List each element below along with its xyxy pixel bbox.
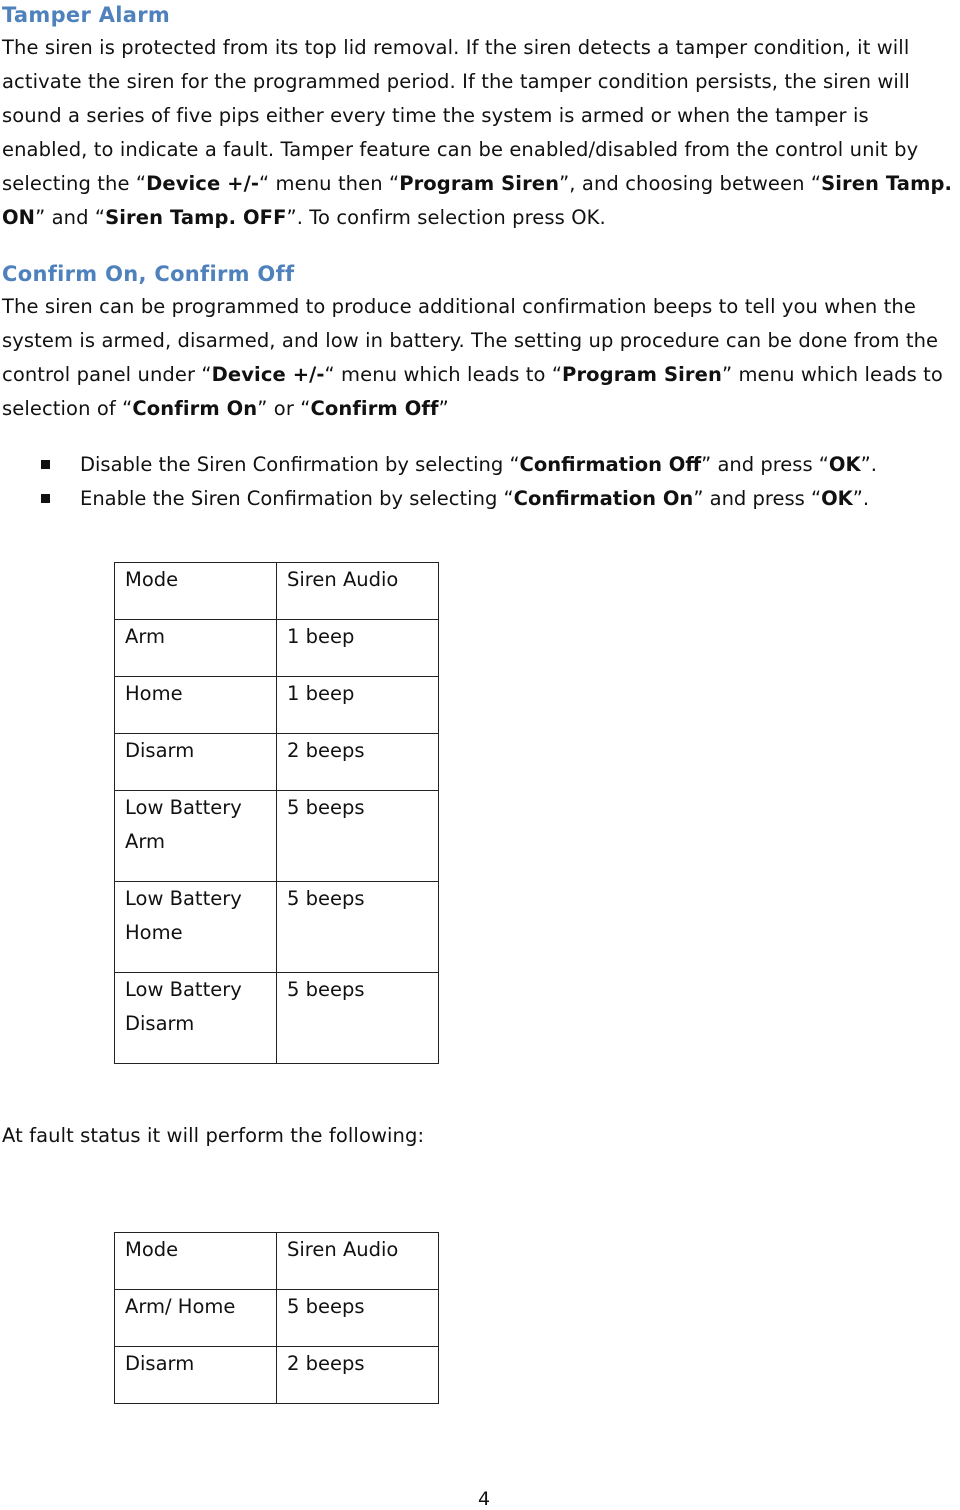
table-cell: 5 beeps — [277, 791, 439, 882]
table-cell: 2 beeps — [277, 1347, 439, 1404]
tamper-alarm-heading: Tamper Alarm — [2, 3, 171, 27]
table-cell: 5 beeps — [277, 973, 439, 1064]
confirmation-bullet-list — [0, 448, 955, 516]
confirm-paragraph: The siren can be programmed to produce additional confirmation beeps to tell you when the system is armed, disarmed, and low in battery. The setting up procedure can be done from the control panel under “Device +/-“ menu which leads to “Program Siren” menu which leads to selection of “Confirm On” or “Confirm Off” — [2, 295, 943, 420]
bullet-square-icon — [41, 460, 50, 469]
confirmation-beeps-table — [114, 562, 439, 1064]
table-cell: Disarm — [115, 1347, 277, 1404]
tamper-alarm-paragraph: The siren is protected from its top lid removal. If the siren detects a tamper condition, it will activate the siren for the programmed period. If the tamper condition persists, the siren will sound a series of five pips either every time the system is armed or when the tamper is enabled, to indicate a fault. Tamper feature can be enabled/disabled from the control unit by selecting the “Device +/-“ menu then “Program Siren”, and choosing between “Siren Tamp. ON” and “Siren Tamp. OFF”. To confirm selection press OK. — [2, 36, 953, 229]
bullet-square-icon — [41, 494, 50, 503]
table-row — [115, 734, 439, 791]
table-cell: Low Battery Home — [115, 882, 277, 973]
table-cell: Arm/ Home — [115, 1290, 277, 1347]
table-header-row — [115, 1233, 439, 1290]
table-cell: 1 beep — [277, 620, 439, 677]
table-cell: 1 beep — [277, 677, 439, 734]
list-item: Enable the Siren Confirmation by selecting “Confirmation On” and press “OK”. — [0, 482, 955, 516]
table-cell: 2 beeps — [277, 734, 439, 791]
table-row — [115, 973, 439, 1064]
table-header-cell: Mode — [115, 563, 277, 620]
table-header-cell: Siren Audio — [277, 563, 439, 620]
table-row — [115, 620, 439, 677]
table-row — [115, 1347, 439, 1404]
list-item: Disable the Siren Confirmation by selecting “Confirmation Off” and press “OK”. — [0, 448, 955, 482]
table-cell: 5 beeps — [277, 1290, 439, 1347]
page-number: 4 — [478, 1488, 491, 1510]
table-cell: Arm — [115, 620, 277, 677]
table-cell: Home — [115, 677, 277, 734]
confirm-heading: Confirm On, Confirm Off — [2, 262, 295, 286]
table-cell: Low Battery Disarm — [115, 973, 277, 1064]
table-cell: Low Battery Arm — [115, 791, 277, 882]
fault-status-text: At fault status it will perform the following: — [2, 1124, 425, 1147]
table-header-row — [115, 563, 439, 620]
fault-beeps-table — [114, 1232, 439, 1404]
table-header-cell: Siren Audio — [277, 1233, 439, 1290]
table-cell: Disarm — [115, 734, 277, 791]
table-row — [115, 791, 439, 882]
table-row — [115, 882, 439, 973]
table-row — [115, 1290, 439, 1347]
table-cell: 5 beeps — [277, 882, 439, 973]
table-header-cell: Mode — [115, 1233, 277, 1290]
table-row — [115, 677, 439, 734]
